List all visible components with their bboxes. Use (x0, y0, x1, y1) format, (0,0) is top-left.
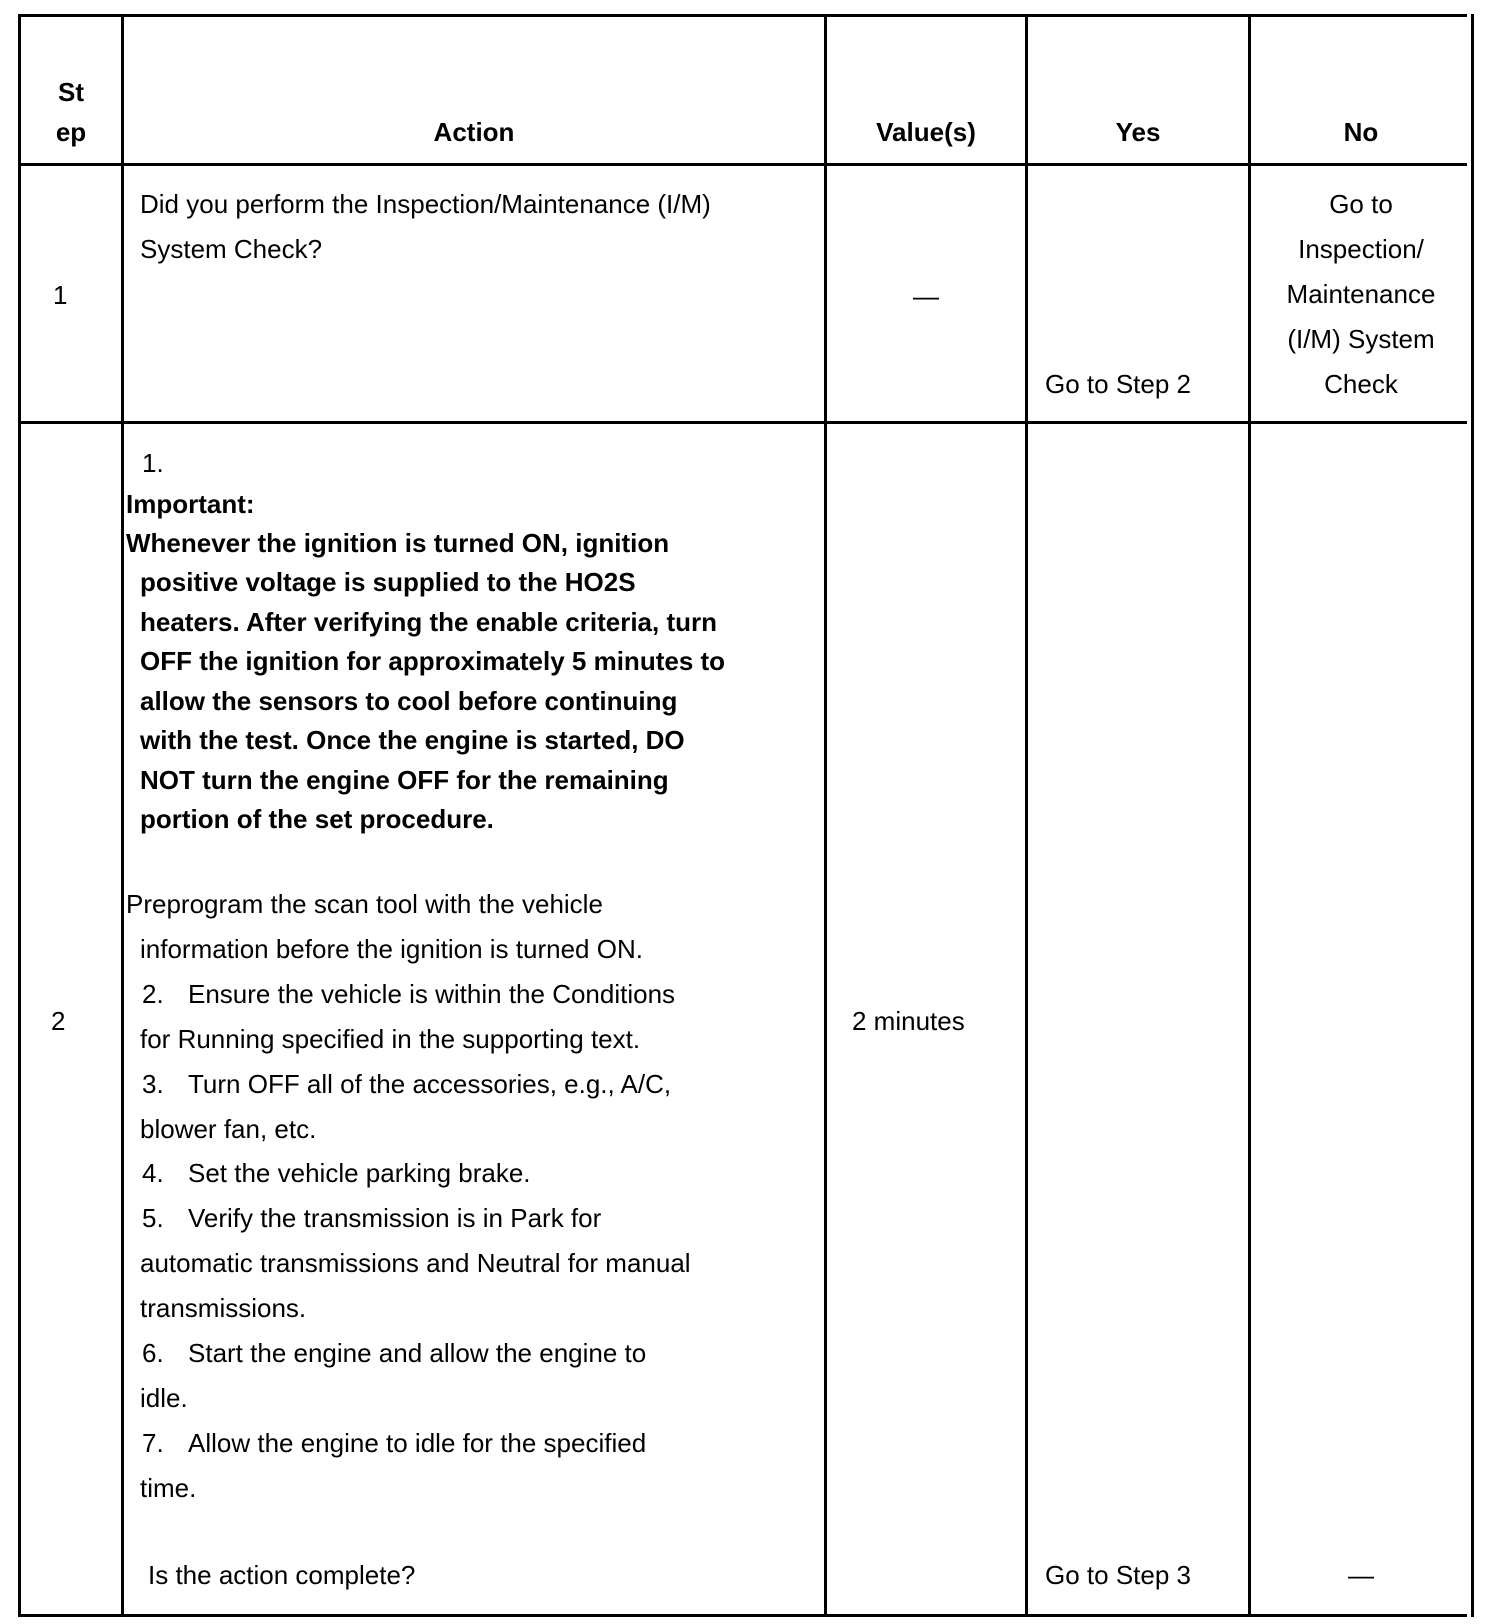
important-line: allow the sensors to cool before continuing (140, 686, 678, 716)
table-border-right (1471, 14, 1474, 1617)
important-line: heaters. After verifying the enable criteria, turn (140, 607, 717, 637)
row2-step: 2 (51, 1006, 66, 1036)
step6-line: idle. (140, 1383, 188, 1413)
header-action: Action (433, 117, 515, 147)
step5-line: transmissions. (140, 1293, 307, 1323)
table-border-left (18, 14, 21, 1617)
step7-line: time. (140, 1473, 197, 1503)
row2-yes: Go to Step 3 (1045, 1560, 1191, 1590)
header-no: No (1343, 117, 1379, 147)
step4-line: Set the vehicle parking brake. (188, 1158, 531, 1188)
important-line: NOT turn the engine OFF for the remaining (140, 765, 669, 795)
step2-line: for Running specified in the supporting text. (140, 1024, 641, 1054)
step6-line: Start the engine and allow the engine to (188, 1338, 647, 1368)
step2-number: 2. (142, 979, 164, 1009)
column-divider-values (1025, 14, 1028, 1617)
row1-value: — (913, 281, 939, 311)
important-line: OFF the ignition for approximately 5 minutes to (140, 646, 726, 676)
step6-number: 6. (142, 1338, 164, 1368)
step3-line: Turn OFF all of the accessories, e.g., A/C, (188, 1069, 672, 1099)
important-line: positive voltage is supplied to the HO2S (140, 567, 636, 597)
row1-action-line: Did you perform the Inspection/Maintenance (I/M) (140, 189, 711, 219)
row1-no-line: Inspection/ (1298, 234, 1424, 264)
row1-yes: Go to Step 2 (1045, 369, 1191, 399)
step2-line: Ensure the vehicle is within the Conditions (188, 979, 676, 1009)
row1-no-line: (I/M) System (1287, 324, 1435, 354)
important-line: portion of the set procedure. (140, 804, 494, 834)
header-step-line2: ep (55, 117, 87, 147)
header-values: Value(s) (876, 117, 976, 147)
row1-step: 1 (53, 280, 68, 310)
step4-number: 4. (142, 1158, 164, 1188)
preprogram-line: information before the ignition is turned ON. (140, 934, 643, 964)
important-line: with the test. Once the engine is started, DO (140, 725, 685, 755)
row2-no: — (1348, 1560, 1374, 1590)
important-label: Important: (126, 489, 255, 519)
preprogram-line: Preprogram the scan tool with the vehicle (126, 889, 603, 919)
step5-line: Verify the transmission is in Park for (188, 1203, 602, 1233)
header-step-line1: St (58, 77, 84, 107)
row1-no-line: Go to (1329, 189, 1393, 219)
column-divider-action (824, 14, 827, 1617)
column-divider-step (121, 14, 124, 1617)
step7-number: 7. (142, 1428, 164, 1458)
row2-question: Is the action complete? (148, 1560, 416, 1590)
important-line: Whenever the ignition is turned ON, ignition (126, 528, 670, 558)
row2-sub1-number: 1. (142, 448, 164, 478)
step5-number: 5. (142, 1203, 164, 1233)
step3-line: blower fan, etc. (140, 1114, 317, 1144)
row1-no-line: Check (1324, 369, 1398, 399)
row1-action-line: System Check? (140, 234, 323, 264)
header-yes: Yes (1115, 117, 1161, 147)
step3-number: 3. (142, 1069, 164, 1099)
step5-line: automatic transmissions and Neutral for manual (140, 1248, 691, 1278)
row2-value: 2 minutes (852, 1006, 965, 1036)
step7-line: Allow the engine to idle for the specified (188, 1428, 647, 1458)
row1-no-line: Maintenance (1286, 279, 1436, 309)
